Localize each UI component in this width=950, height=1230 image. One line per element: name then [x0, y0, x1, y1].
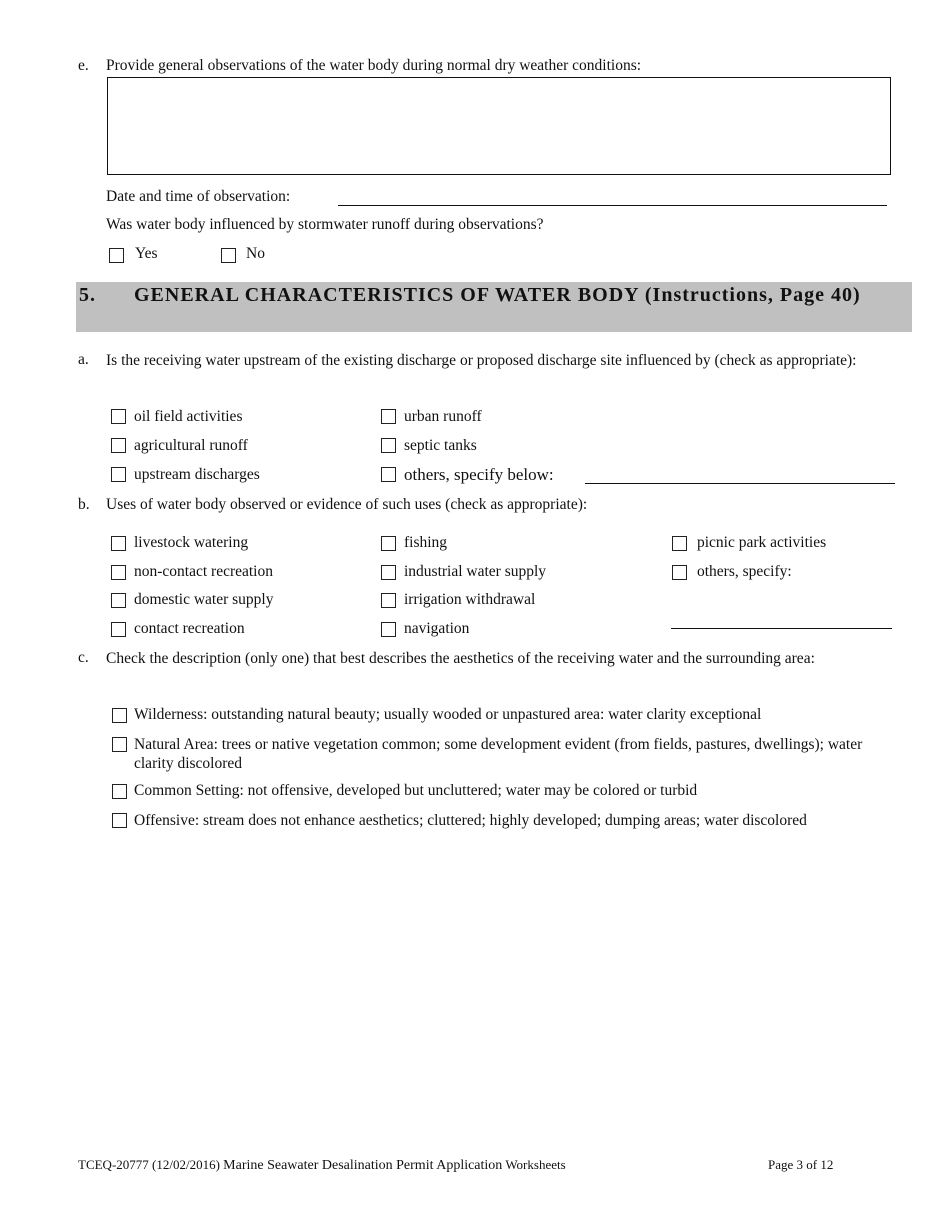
checkbox-livestock[interactable] [111, 536, 126, 551]
checkbox-picnic[interactable] [672, 536, 687, 551]
date-time-field[interactable] [338, 205, 887, 206]
part-b-question: Uses of water body observed or evidence of such uses (check as appropriate): [106, 496, 588, 513]
checkbox-natural-area[interactable] [112, 737, 127, 752]
checkbox-contact[interactable] [111, 622, 126, 637]
option-irrigation: irrigation withdrawal [404, 591, 536, 608]
part-c-question: Check the description (only one) that best describes the aesthetics of the receiving water and the surrounding area: [106, 650, 815, 667]
stormwater-question: Was water body influenced by stormwater runoff during observations? [106, 216, 544, 233]
option-navigation: navigation [404, 620, 470, 637]
no-label: No [246, 245, 265, 262]
footer-page-number: Page 3 of 12 [768, 1157, 834, 1172]
part-a-letter: a. [78, 351, 89, 368]
option-natural-area: Natural Area: trees or native vegetation common; some development evident (from fields, pastures, dwellings); water clarity discolored [134, 736, 863, 772]
option-agricultural-runoff: agricultural runoff [134, 437, 248, 454]
checkbox-offensive[interactable] [112, 813, 127, 828]
checkbox-irrigation[interactable] [381, 593, 396, 608]
footer-form-id: TCEQ-20777 (12/02/2016) [78, 1157, 220, 1172]
option-industrial: industrial water supply [404, 563, 547, 580]
checkbox-agricultural-runoff[interactable] [111, 438, 126, 453]
part-b-letter: b. [78, 496, 90, 513]
option-others-below: others, specify below: [404, 465, 554, 484]
section-5-title: GENERAL CHARACTERISTICS OF WATER BODY (Instructions, Page 40) [134, 284, 861, 306]
checkbox-common-setting[interactable] [112, 784, 127, 799]
date-time-label: Date and time of observation: [106, 188, 291, 205]
checkbox-septic-tanks[interactable] [381, 438, 396, 453]
option-offensive: Offensive: stream does not enhance aesthetics; cluttered; highly developed; dumping areas; water discolored [134, 812, 807, 829]
option-oil-field: oil field activities [134, 408, 243, 425]
option-contact: contact recreation [134, 620, 245, 637]
footer-left [78, 1157, 566, 1174]
option-picnic: picnic park activities [697, 534, 827, 551]
option-urban-runoff: urban runoff [404, 408, 482, 425]
yes-checkbox[interactable] [109, 248, 124, 263]
option-wilderness: Wilderness: outstanding natural beauty; usually wooded or unpastured area: water clarity exceptional [134, 706, 762, 723]
observations-textbox[interactable] [107, 77, 891, 175]
checkbox-industrial[interactable] [381, 565, 396, 580]
checkbox-navigation[interactable] [381, 622, 396, 637]
checkbox-urban-runoff[interactable] [381, 409, 396, 424]
checkbox-domestic[interactable] [111, 593, 126, 608]
option-domestic: domestic water supply [134, 591, 274, 608]
no-checkbox[interactable] [221, 248, 236, 263]
others-specify-field[interactable] [671, 628, 892, 629]
section-5-banner [76, 282, 912, 332]
yes-label: Yes [135, 245, 158, 262]
option-fishing: fishing [404, 534, 448, 551]
checkbox-upstream-discharges[interactable] [111, 467, 126, 482]
option-common-setting: Common Setting: not offensive, developed but uncluttered; water may be colored or turbid [134, 782, 698, 799]
footer-worksheets: Worksheets [505, 1157, 566, 1172]
part-c-letter: c. [78, 649, 89, 666]
section-e-letter: e. [78, 57, 89, 74]
checkbox-oil-field[interactable] [111, 409, 126, 424]
others-below-field[interactable] [585, 483, 895, 484]
part-a-question: Is the receiving water upstream of the existing discharge or proposed discharge site influenced by (check as appropriate): [106, 352, 857, 369]
section-5-number: 5. [79, 284, 96, 306]
section-e-question: Provide general observations of the water body during normal dry weather conditions: [106, 57, 642, 74]
option-non-contact: non-contact recreation [134, 563, 273, 580]
checkbox-others-specify[interactable] [672, 565, 687, 580]
option-others-specify: others, specify: [697, 563, 792, 580]
footer-form-title: Marine Seawater Desalination Permit Application [223, 1158, 503, 1173]
option-upstream-discharges: upstream discharges [134, 466, 260, 483]
checkbox-wilderness[interactable] [112, 708, 127, 723]
checkbox-fishing[interactable] [381, 536, 396, 551]
option-livestock: livestock watering [134, 534, 249, 551]
option-septic-tanks: septic tanks [404, 437, 477, 454]
checkbox-non-contact[interactable] [111, 565, 126, 580]
checkbox-others-below[interactable] [381, 467, 396, 482]
